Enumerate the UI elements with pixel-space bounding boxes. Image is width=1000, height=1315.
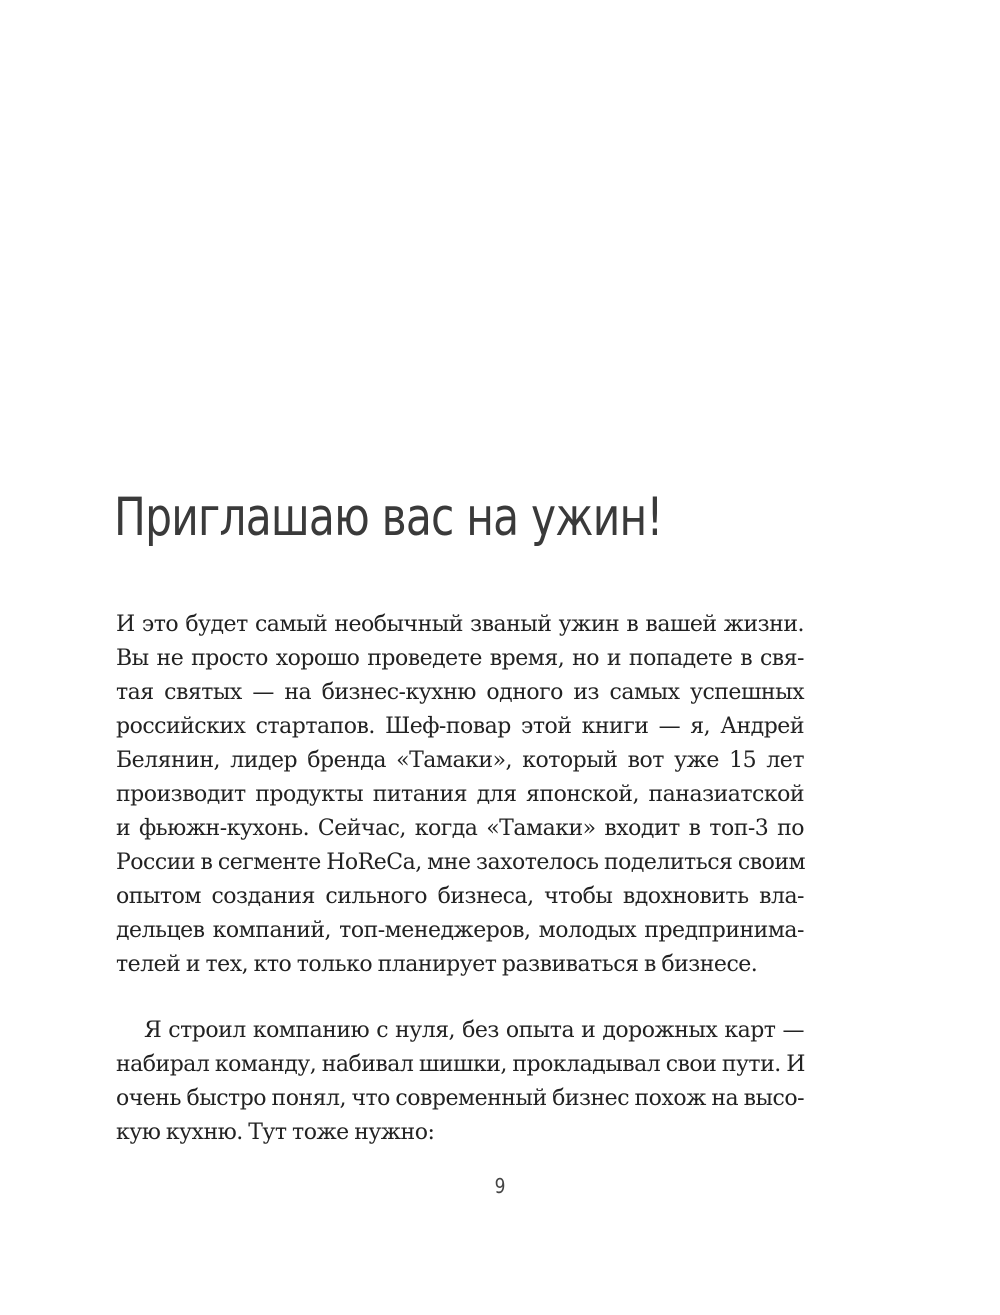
page-number: 9	[494, 1174, 506, 1198]
paragraph	[116, 1014, 804, 1150]
text-line: и фьюжн-кухонь. Сейчас, когда «Тамаки» входит в топ-3 по	[116, 816, 804, 841]
text-line: Белянин, лидер бренда «Тамаки», который вот уже 15 лет	[116, 748, 804, 773]
text-line: Вы не просто хорошо проведете время, но и попадете в свя-	[116, 646, 804, 671]
text-line: опытом создания сильного бизнеса, чтобы вдохновить вла-	[116, 884, 804, 909]
text-line: очень быстро понял, что современный бизнес похож на высо-	[116, 1086, 804, 1111]
text-line: кую кухню. Тут тоже нужно:	[116, 1120, 435, 1145]
paragraph	[116, 608, 804, 982]
text-line: тая святых — на бизнес-кухню одного из самых успешных	[116, 680, 804, 705]
text-line: набирал команду, набивал шишки, прокладывал свои пути. И	[116, 1052, 805, 1077]
text-line: дельцев компаний, топ-менеджеров, молодых предпринима-	[116, 918, 804, 943]
body-text	[116, 608, 804, 1150]
text-line: телей и тех, кто только планирует развиваться в бизнесе.	[116, 952, 758, 977]
text-line: Я строил компанию с нуля, без опыта и дорожных карт —	[144, 1018, 804, 1043]
text-line: производит продукты питания для японской, паназиатской	[116, 782, 804, 807]
chapter-title: Приглашаю вас на ужин!	[114, 487, 663, 548]
text-line: российских стартапов. Шеф-повар этой книги — я, Андрей	[116, 714, 804, 739]
text-line: И это будет самый необычный званый ужин в вашей жизни.	[116, 612, 804, 637]
text-line: России в сегменте HoReCa, мне захотелось поделиться своим	[116, 850, 806, 875]
